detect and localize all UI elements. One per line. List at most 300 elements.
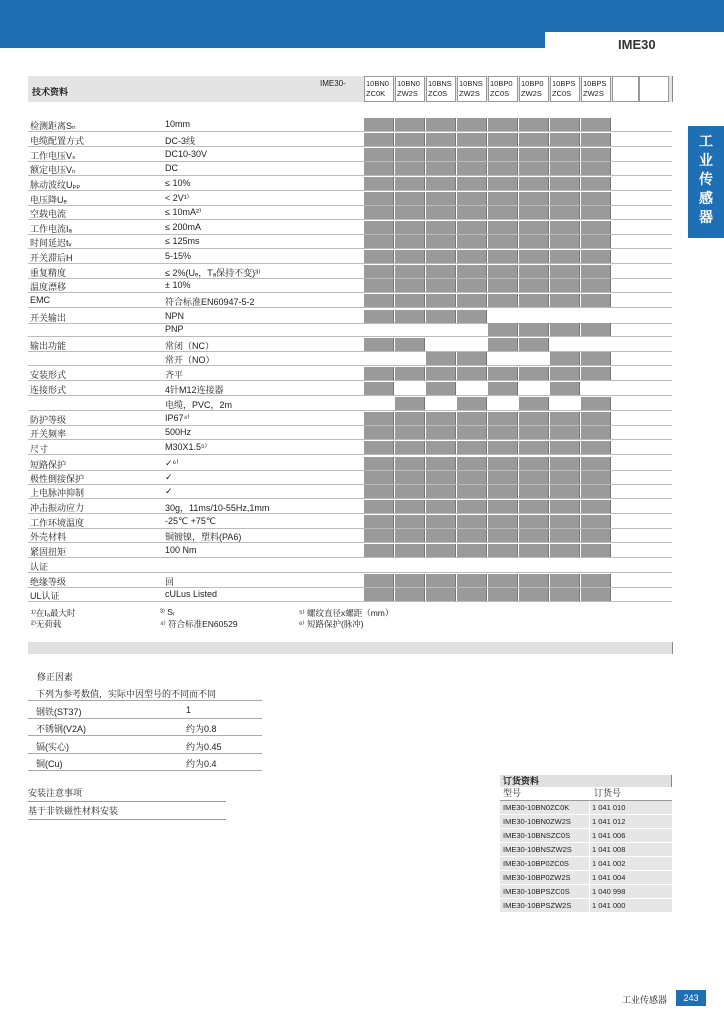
footnote: ²⁾无荷载: [31, 619, 62, 629]
order-col-divider: [589, 815, 590, 828]
spec-row: [28, 234, 672, 249]
spec-row: [28, 558, 672, 573]
side-category-tab: [688, 126, 724, 238]
side-tab-char: 业: [699, 152, 713, 168]
applicability-cell: [581, 397, 611, 410]
applicability-cell: [457, 148, 487, 161]
spec-table-header: [28, 76, 673, 102]
variant-code: 10BPS: [552, 79, 576, 88]
applicability-cell: [364, 544, 394, 557]
applicability-cell: [364, 515, 394, 528]
order-row: [500, 857, 672, 871]
applicability-cell: [426, 485, 456, 498]
row-divider: [28, 307, 672, 308]
applicability-cell: [488, 294, 518, 307]
material: 钢铁(ST37): [36, 707, 82, 717]
spec-row: [28, 220, 672, 235]
order-row: [500, 843, 672, 857]
order-number: 1 040 998: [592, 887, 626, 896]
applicability-cell: [426, 574, 456, 587]
applicability-cell: [426, 352, 456, 365]
spec-label: 开关频率: [30, 429, 67, 439]
applicability-cell: [519, 588, 549, 601]
applicability-cell: [519, 500, 549, 513]
spec-label: 安装形式: [30, 370, 67, 380]
applicability-cell: [581, 323, 611, 336]
spec-label: 开关输出: [30, 313, 67, 323]
applicability-cell: [519, 457, 549, 470]
applicability-cell: [364, 221, 394, 234]
applicability-cell: [426, 294, 456, 307]
applicability-cell: [581, 515, 611, 528]
order-row: [500, 871, 672, 885]
applicability-cell: [457, 162, 487, 175]
variant-code: ZC0S: [428, 89, 448, 98]
applicability-cell: [550, 235, 580, 248]
applicability-cell: [364, 235, 394, 248]
applicability-cell: [457, 294, 487, 307]
applicability-cell: [364, 367, 394, 380]
applicability-cell: [488, 515, 518, 528]
variant-code: ZC0K: [366, 89, 386, 98]
applicability-cell: [581, 441, 611, 454]
order-model: IME30-10BP0ZC0S: [503, 859, 569, 868]
applicability-cell: [426, 426, 456, 439]
applicability-cell: [550, 426, 580, 439]
spec-label: 连接形式: [30, 385, 67, 395]
spec-label: 防护等级: [30, 415, 67, 425]
spec-row: [28, 381, 672, 396]
correction-row: [28, 703, 262, 719]
applicability-cell: [426, 250, 456, 263]
applicability-cell: [364, 148, 394, 161]
applicability-cell: [395, 118, 425, 131]
spec-row: [28, 147, 672, 162]
order-col-divider: [589, 801, 590, 814]
spec-value: 10mm: [165, 119, 191, 129]
applicability-cell: [550, 265, 580, 278]
applicability-cell: [457, 250, 487, 263]
model-title: IME30: [618, 37, 656, 52]
applicability-cell: [581, 118, 611, 131]
applicability-cell: [488, 471, 518, 484]
applicability-cell: [519, 235, 549, 248]
applicability-cell: [457, 265, 487, 278]
spec-row: [28, 249, 672, 264]
order-model: IME30-10BNSZC0S: [503, 831, 571, 840]
applicability-cell: [581, 279, 611, 292]
order-number: 1 041 008: [592, 845, 626, 854]
row-divider: [28, 601, 672, 602]
spec-row: [28, 191, 672, 206]
footnote: ⁵⁾ 螺纹直径x螺距（mm）: [299, 608, 394, 618]
applicability-cell: [488, 412, 518, 425]
order-number: 1 041 002: [592, 859, 626, 868]
side-tab-char: 器: [699, 209, 713, 225]
applicability-cell: [550, 250, 580, 263]
applicability-cell: [395, 515, 425, 528]
footnote: ¹⁾在Iₐ最大时: [31, 608, 76, 618]
applicability-cell: [550, 221, 580, 234]
order-number: 1 041 004: [592, 873, 626, 882]
applicability-cell: [395, 221, 425, 234]
applicability-cell: [457, 367, 487, 380]
applicability-cell: [581, 574, 611, 587]
applicability-cell: [364, 338, 394, 351]
applicability-cell: [519, 265, 549, 278]
applicability-cell: [519, 294, 549, 307]
applicability-cell: [519, 544, 549, 557]
applicability-cell: [519, 118, 549, 131]
side-tab-char: 工: [699, 133, 713, 149]
order-row: [500, 815, 672, 829]
applicability-cell: [550, 206, 580, 219]
applicability-cell: [457, 235, 487, 248]
page-number: 243: [676, 990, 706, 1006]
correction-subtitle: 下列为参考数值，实际中因型号的不同而不同: [36, 689, 217, 699]
spec-row: [28, 543, 672, 558]
applicability-cell: [364, 382, 394, 395]
applicability-cell: [457, 206, 487, 219]
spec-label: 输出功能: [30, 341, 67, 351]
applicability-cell: [550, 148, 580, 161]
applicability-cell: [395, 206, 425, 219]
spec-value: NPN: [165, 311, 185, 321]
applicability-cell: [581, 294, 611, 307]
order-row: [500, 801, 672, 815]
spec-value: IP67⁴⁾: [165, 413, 190, 423]
spec-label: 电压降Uₑ: [30, 195, 67, 205]
applicability-cell: [457, 177, 487, 190]
applicability-cell: [550, 192, 580, 205]
install-notes-title: 安装注意事项: [28, 786, 226, 802]
applicability-cell: [488, 162, 518, 175]
applicability-cell: [426, 221, 456, 234]
applicability-cell: [426, 279, 456, 292]
applicability-cell: [581, 162, 611, 175]
applicability-cell: [395, 148, 425, 161]
spec-label: 紧固扭矩: [30, 547, 67, 557]
spec-row: [28, 456, 672, 471]
applicability-cell: [364, 133, 394, 146]
footnote: ³⁾ Sᵣ: [160, 607, 175, 617]
variant-code: ZW2S: [397, 89, 418, 98]
applicability-cell: [364, 441, 394, 454]
applicability-cell: [457, 279, 487, 292]
variant-column-header: [395, 76, 425, 102]
order-number: 1 041 010: [592, 803, 626, 812]
applicability-cell: [581, 265, 611, 278]
applicability-cell: [457, 192, 487, 205]
spec-value: 100 Nm: [165, 545, 197, 555]
order-model: IME30-10BPSZW2S: [503, 901, 572, 910]
applicability-cell: [457, 500, 487, 513]
applicability-cell: [488, 529, 518, 542]
applicability-cell: [519, 250, 549, 263]
order-number: 1 041 006: [592, 831, 626, 840]
applicability-cell: [426, 367, 456, 380]
correction-row: [28, 720, 262, 736]
order-row: [500, 899, 672, 913]
install-notes-text: 基于非铁磁性材料安装: [28, 804, 226, 820]
applicability-cell: [457, 397, 487, 410]
spec-label: 开关滞后H: [30, 253, 73, 263]
factor: 约为0.8: [186, 724, 217, 734]
applicability-cell: [395, 133, 425, 146]
applicability-cell: [488, 192, 518, 205]
applicability-cell: [426, 177, 456, 190]
spec-table-title: 技术资料: [32, 87, 69, 97]
spec-value: 常开（NO）: [165, 355, 215, 365]
spec-row: [28, 117, 672, 132]
footnote: ⁶⁾ 短路保护(脉冲): [299, 619, 364, 629]
spec-value: 符合标准EN60947-5-2: [165, 297, 255, 307]
applicability-cell: [395, 500, 425, 513]
spec-value: ≤ 10mA²⁾: [165, 207, 202, 217]
variant-column-header: [426, 76, 456, 102]
spec-row: [28, 351, 672, 366]
spec-value: 30g，11ms/10-55Hz,1mm: [165, 503, 270, 513]
applicability-cell: [395, 235, 425, 248]
spec-value: ≤ 125ms: [165, 236, 200, 246]
applicability-cell: [581, 250, 611, 263]
applicability-cell: [519, 221, 549, 234]
applicability-cell: [550, 133, 580, 146]
applicability-cell: [519, 515, 549, 528]
spec-value: -25℃ +75℃: [165, 516, 216, 526]
spec-row: [28, 366, 672, 381]
spec-value: 铜镀镍，塑料(PA6): [165, 532, 242, 542]
applicability-cell: [519, 133, 549, 146]
correction-subtitle-row: [28, 685, 262, 701]
applicability-cell: [550, 177, 580, 190]
applicability-cell: [457, 485, 487, 498]
spec-value: ✓: [165, 486, 173, 496]
spec-row: [28, 528, 672, 543]
applicability-cell: [426, 206, 456, 219]
order-col-divider: [589, 871, 590, 884]
spec-label: 外壳材料: [30, 532, 67, 542]
applicability-cell: [426, 441, 456, 454]
applicability-cell: [364, 574, 394, 587]
applicability-cell: [519, 367, 549, 380]
spec-row: [28, 587, 672, 602]
spec-value: 齐平: [165, 370, 184, 380]
footnote: ⁴⁾ 符合标准EN60529: [160, 619, 238, 629]
order-model: IME30-10BN0ZW2S: [503, 817, 571, 826]
side-tab-char: 传: [699, 171, 713, 187]
applicability-cell: [426, 471, 456, 484]
spec-label: 工作电流Iₐ: [30, 224, 72, 234]
applicability-cell: [426, 118, 456, 131]
order-row: [500, 829, 672, 843]
spec-label: 额定电压Vₙ: [30, 165, 76, 175]
applicability-cell: [488, 485, 518, 498]
applicability-cell: [488, 148, 518, 161]
applicability-cell: [457, 515, 487, 528]
order-col-divider: [589, 829, 590, 842]
applicability-cell: [364, 265, 394, 278]
spec-row: [28, 161, 672, 176]
spec-value: 电缆，PVC，2m: [165, 400, 233, 410]
applicability-cell: [519, 471, 549, 484]
applicability-cell: [426, 133, 456, 146]
variant-code: 10BPS: [583, 79, 607, 88]
applicability-cell: [457, 352, 487, 365]
applicability-cell: [581, 412, 611, 425]
applicability-cell: [364, 118, 394, 131]
spec-label: 温度漂移: [30, 282, 67, 292]
variant-column-header: [519, 76, 549, 102]
spec-label: 重复精度: [30, 268, 67, 278]
order-row: [500, 885, 672, 899]
spec-value: 500Hz: [165, 427, 192, 437]
spec-row: [28, 470, 672, 485]
applicability-cell: [426, 148, 456, 161]
applicability-cell: [457, 133, 487, 146]
applicability-cell: [488, 279, 518, 292]
spec-value: DC-3线: [165, 136, 196, 146]
spec-value: PNP: [165, 324, 184, 334]
applicability-cell: [364, 588, 394, 601]
spec-row: [28, 411, 672, 426]
applicability-cell: [395, 265, 425, 278]
applicability-cell: [364, 177, 394, 190]
applicability-cell: [488, 544, 518, 557]
applicability-cell: [364, 206, 394, 219]
applicability-cell: [519, 177, 549, 190]
spec-row: [28, 264, 672, 279]
spec-row: [28, 573, 672, 588]
spec-value: 5-15%: [165, 251, 192, 261]
applicability-cell: [488, 588, 518, 601]
variant-code: 10BNS: [459, 79, 483, 88]
applicability-cell: [581, 426, 611, 439]
applicability-cell: [581, 148, 611, 161]
applicability-cell: [426, 382, 456, 395]
applicability-cell: [395, 441, 425, 454]
spec-row: [28, 425, 672, 440]
applicability-cell: [488, 177, 518, 190]
applicability-cell: [519, 338, 549, 351]
applicability-cell: [488, 500, 518, 513]
header-spare-cell: [639, 76, 669, 102]
spec-row: [28, 205, 672, 220]
variant-column-header: [364, 76, 394, 102]
applicability-cell: [395, 426, 425, 439]
model-prefix: IME30-: [320, 79, 346, 88]
spec-value: 常闭（NC）: [165, 341, 214, 351]
order-col-divider: [589, 899, 590, 912]
spec-label: 脉动波纹Uₚₚ: [30, 180, 81, 190]
applicability-cell: [581, 206, 611, 219]
applicability-cell: [457, 471, 487, 484]
applicability-cell: [395, 574, 425, 587]
applicability-cell: [426, 544, 456, 557]
applicability-cell: [364, 471, 394, 484]
correction-title: 修正因素: [37, 672, 74, 682]
order-model: IME30-10BN0ZC0K: [503, 803, 570, 812]
spec-label: 电缆配置方式: [30, 136, 85, 146]
spec-label: 空载电流: [30, 209, 67, 219]
applicability-cell: [488, 265, 518, 278]
applicability-cell: [426, 588, 456, 601]
applicability-cell: [550, 279, 580, 292]
spec-value: ≤ 2%(Uₑ，Tₐ保持不变)³⁾: [165, 268, 261, 278]
order-col-divider: [589, 843, 590, 856]
applicability-cell: [457, 221, 487, 234]
spec-value: < 2V¹⁾: [165, 193, 189, 203]
applicability-cell: [395, 367, 425, 380]
applicability-cell: [426, 500, 456, 513]
applicability-cell: [519, 279, 549, 292]
applicability-cell: [364, 529, 394, 542]
applicability-cell: [457, 118, 487, 131]
applicability-cell: [488, 206, 518, 219]
order-col-model: 型号: [503, 788, 522, 798]
applicability-cell: [519, 162, 549, 175]
material: 不锈钢(V2A): [36, 724, 87, 734]
spec-row: [28, 484, 672, 499]
applicability-cell: [488, 574, 518, 587]
applicability-cell: [581, 544, 611, 557]
applicability-cell: [550, 500, 580, 513]
variant-code: 10BP0: [490, 79, 513, 88]
spec-row: [28, 499, 672, 514]
applicability-cell: [519, 529, 549, 542]
spec-label: 尺寸: [30, 444, 49, 454]
applicability-cell: [581, 133, 611, 146]
applicability-cell: [395, 279, 425, 292]
applicability-cell: [550, 441, 580, 454]
applicability-cell: [519, 323, 549, 336]
order-col-divider: [589, 885, 590, 898]
applicability-cell: [581, 500, 611, 513]
applicability-cell: [364, 457, 394, 470]
order-col-divider: [589, 857, 590, 870]
applicability-cell: [395, 544, 425, 557]
applicability-cell: [581, 235, 611, 248]
applicability-cell: [550, 352, 580, 365]
applicability-cell: [519, 412, 549, 425]
applicability-cell: [457, 412, 487, 425]
spec-value: DC10-30V: [165, 149, 208, 159]
applicability-cell: [426, 529, 456, 542]
spec-label: UL认证: [30, 591, 60, 601]
factor: 约为0.4: [186, 759, 217, 769]
footer-category: 工业传感器: [622, 995, 668, 1005]
spec-value: 回: [165, 577, 175, 587]
spec-row: [28, 176, 672, 191]
applicability-cell: [519, 192, 549, 205]
applicability-cell: [581, 588, 611, 601]
variant-column-header: [581, 76, 611, 102]
order-header: [500, 787, 672, 801]
spec-label: 上电脉冲抑制: [30, 488, 85, 498]
applicability-cell: [550, 412, 580, 425]
section-divider: [28, 642, 673, 654]
spec-row: [28, 396, 672, 411]
applicability-cell: [488, 367, 518, 380]
applicability-cell: [395, 294, 425, 307]
applicability-cell: [457, 574, 487, 587]
variant-code: ZC0S: [552, 89, 572, 98]
order-info-table: [500, 775, 672, 913]
spec-value: ≤ 200mA: [165, 222, 201, 232]
applicability-cell: [395, 192, 425, 205]
applicability-cell: [364, 192, 394, 205]
applicability-cell: [395, 457, 425, 470]
